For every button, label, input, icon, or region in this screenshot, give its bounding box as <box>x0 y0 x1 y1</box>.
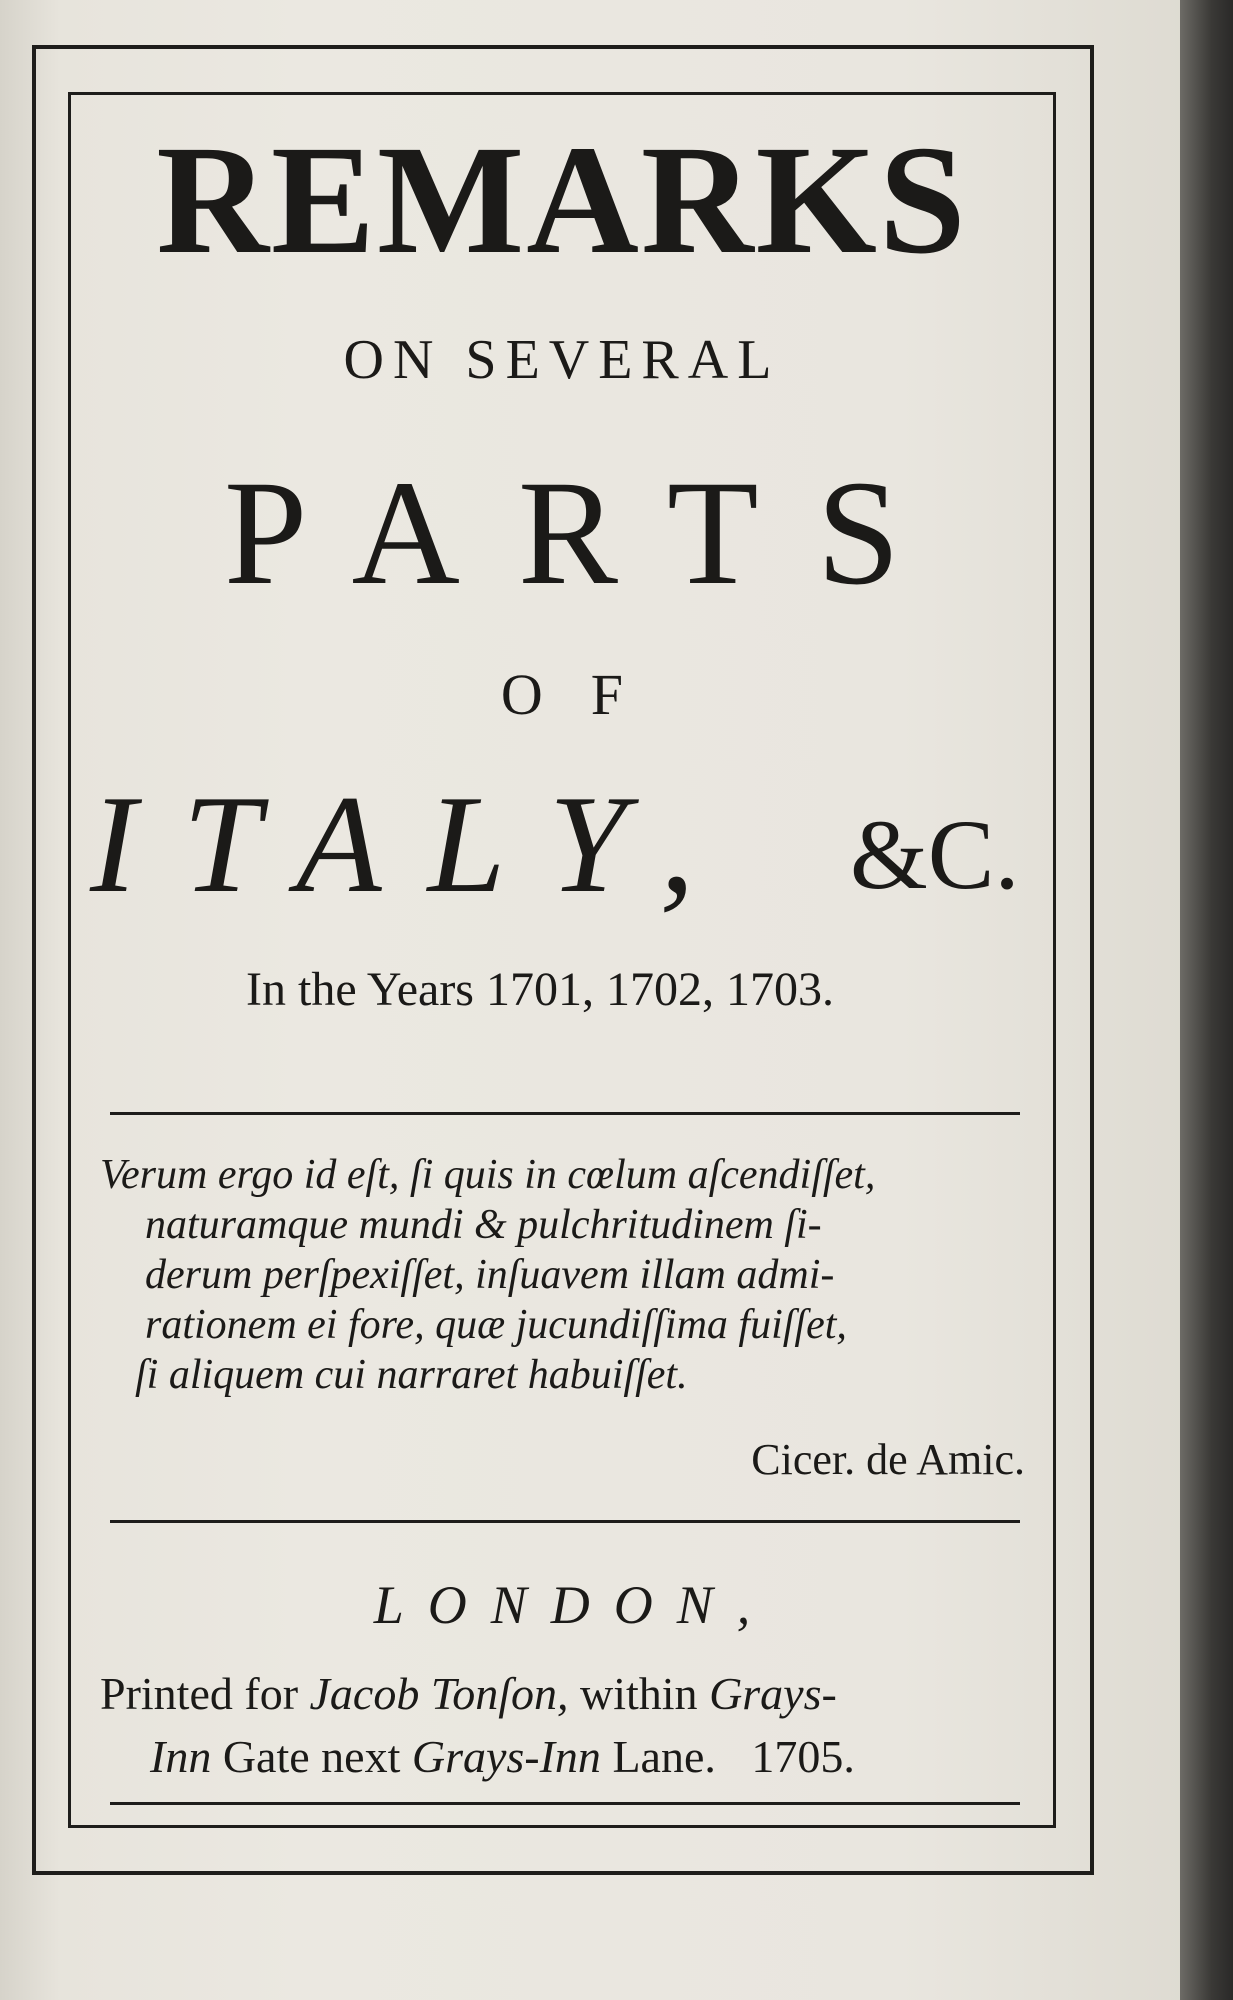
imprint-grays: Grays- <box>709 1668 837 1719</box>
rule-middle <box>110 1520 1020 1523</box>
quote-line: derum perſpexiſſet, inſuavem illam admi- <box>145 1252 835 1298</box>
title-remarks: REMARKS <box>156 113 968 286</box>
quote-line: rationem ei fore, quæ jucundiſſima fuiſſet, <box>145 1302 847 1348</box>
imprint-city: LONDON, <box>373 1575 775 1635</box>
book-edge-shadow <box>1180 0 1233 2000</box>
quote-line: ſi aliquem cui narraret habuiſſet. <box>135 1352 688 1398</box>
title-on-several: ON SEVERAL <box>343 329 781 391</box>
title-italy: ITALY, <box>90 767 741 922</box>
imprint-inn: Inn <box>150 1731 212 1782</box>
imprint-grays-inn: Grays-Inn <box>411 1731 601 1782</box>
title-etc: &C. <box>850 799 1020 910</box>
imprint-within: within <box>580 1668 698 1719</box>
title-of: OF <box>500 662 672 727</box>
imprint-printer: Jacob Tonſon, <box>309 1668 569 1719</box>
quote-citation: Cicer. de Amic. <box>751 1435 1025 1484</box>
quote-line: naturamque mundi & pulchritudinem ſi- <box>145 1202 822 1248</box>
imprint-line-1 <box>100 1665 1035 1723</box>
title-parts: PARTS <box>223 450 959 616</box>
quote-line: Verum ergo id eſt, ſi quis in cœlum aſcendiſſet, <box>100 1152 876 1198</box>
epigraph-quote <box>100 1150 1035 1400</box>
imprint-year: 1705. <box>751 1731 855 1782</box>
title-years: In the Years 1701, 1702, 1703. <box>246 963 834 1016</box>
imprint-line-2 <box>150 1728 1030 1786</box>
imprint-lane: Lane. <box>612 1731 716 1782</box>
rule-bottom <box>110 1802 1020 1805</box>
imprint-printed-for: Printed for <box>100 1668 299 1719</box>
imprint-gate-next: Gate next <box>222 1731 401 1782</box>
rule-top <box>110 1112 1020 1115</box>
